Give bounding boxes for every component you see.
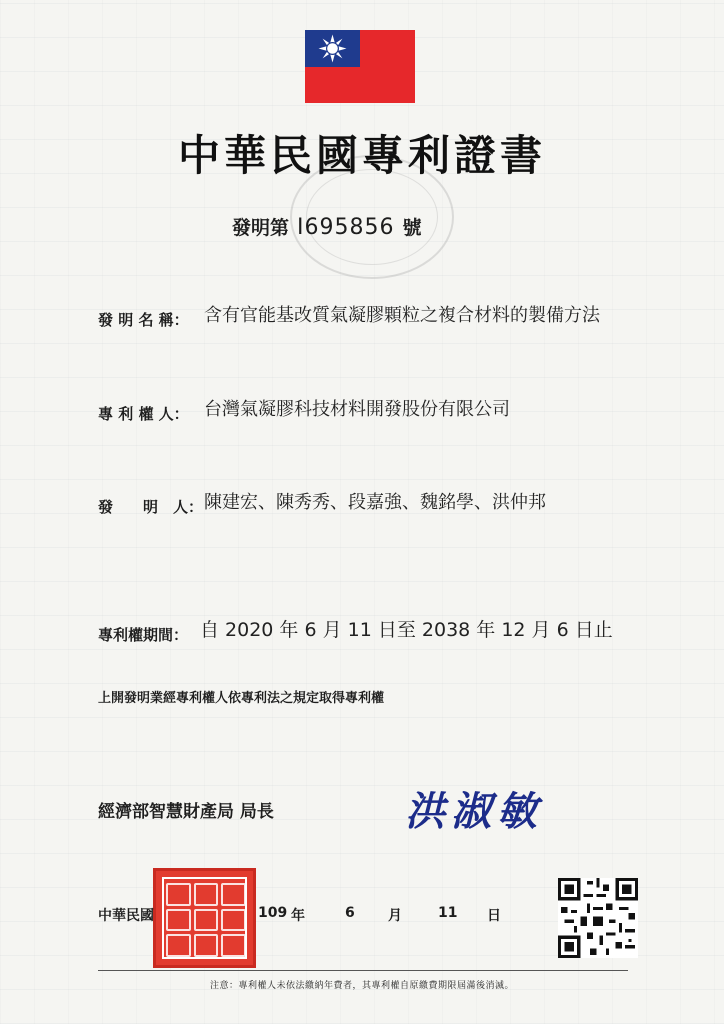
grant-statement: 上開發明業經專利權人依專利法之規定取得專利權 bbox=[98, 691, 385, 706]
invention-name-value: 含有官能基改質氣凝膠顆粒之複合材料的製備方法 bbox=[204, 305, 600, 326]
date-year: 109 bbox=[258, 905, 288, 921]
date-era: 中華民國 bbox=[98, 908, 154, 924]
qr-code-icon bbox=[558, 878, 638, 958]
invention-name-label: 發 明 名 稱： bbox=[98, 311, 189, 329]
patentee-value: 台灣氣凝膠科技材料開發股份有限公司 bbox=[204, 399, 510, 420]
term-label: 專利權期間： bbox=[98, 626, 189, 644]
date-day: 11 bbox=[438, 905, 458, 921]
patentee-label: 專 利 權 人： bbox=[98, 405, 189, 423]
patent-number-suffix: 號 bbox=[402, 217, 422, 239]
date-month-unit: 月 bbox=[388, 908, 402, 924]
term-value: 自 2020 年 6 月 11 日至 2038 年 12 月 6 日止 bbox=[200, 619, 613, 641]
inventors-value: 陳建宏、陳秀秀、段嘉強、魏銘學、洪仲邦 bbox=[204, 492, 546, 513]
patent-number: I695856 bbox=[297, 215, 395, 240]
patent-number-prefix: 發明第 bbox=[232, 217, 290, 239]
footer-note: 注意：專利權人未依法繳納年費者，其專利權自原繳費期限屆滿後消滅。 bbox=[209, 981, 514, 991]
inventors-label: 發 明 人： bbox=[98, 498, 204, 516]
date-day-unit: 日 bbox=[487, 908, 501, 924]
certificate-title: 中華民國專利證書 bbox=[177, 131, 546, 180]
official-red-seal bbox=[153, 868, 256, 968]
footer-divider bbox=[98, 970, 628, 971]
roc-flag-icon bbox=[305, 30, 415, 103]
patent-number-line bbox=[232, 213, 422, 240]
issuing-authority: 經濟部智慧財產局 局長 bbox=[98, 802, 274, 822]
director-signature: 洪淑敏 bbox=[405, 788, 543, 835]
date-year-unit: 年 bbox=[291, 908, 305, 924]
date-month: 6 bbox=[345, 905, 355, 921]
